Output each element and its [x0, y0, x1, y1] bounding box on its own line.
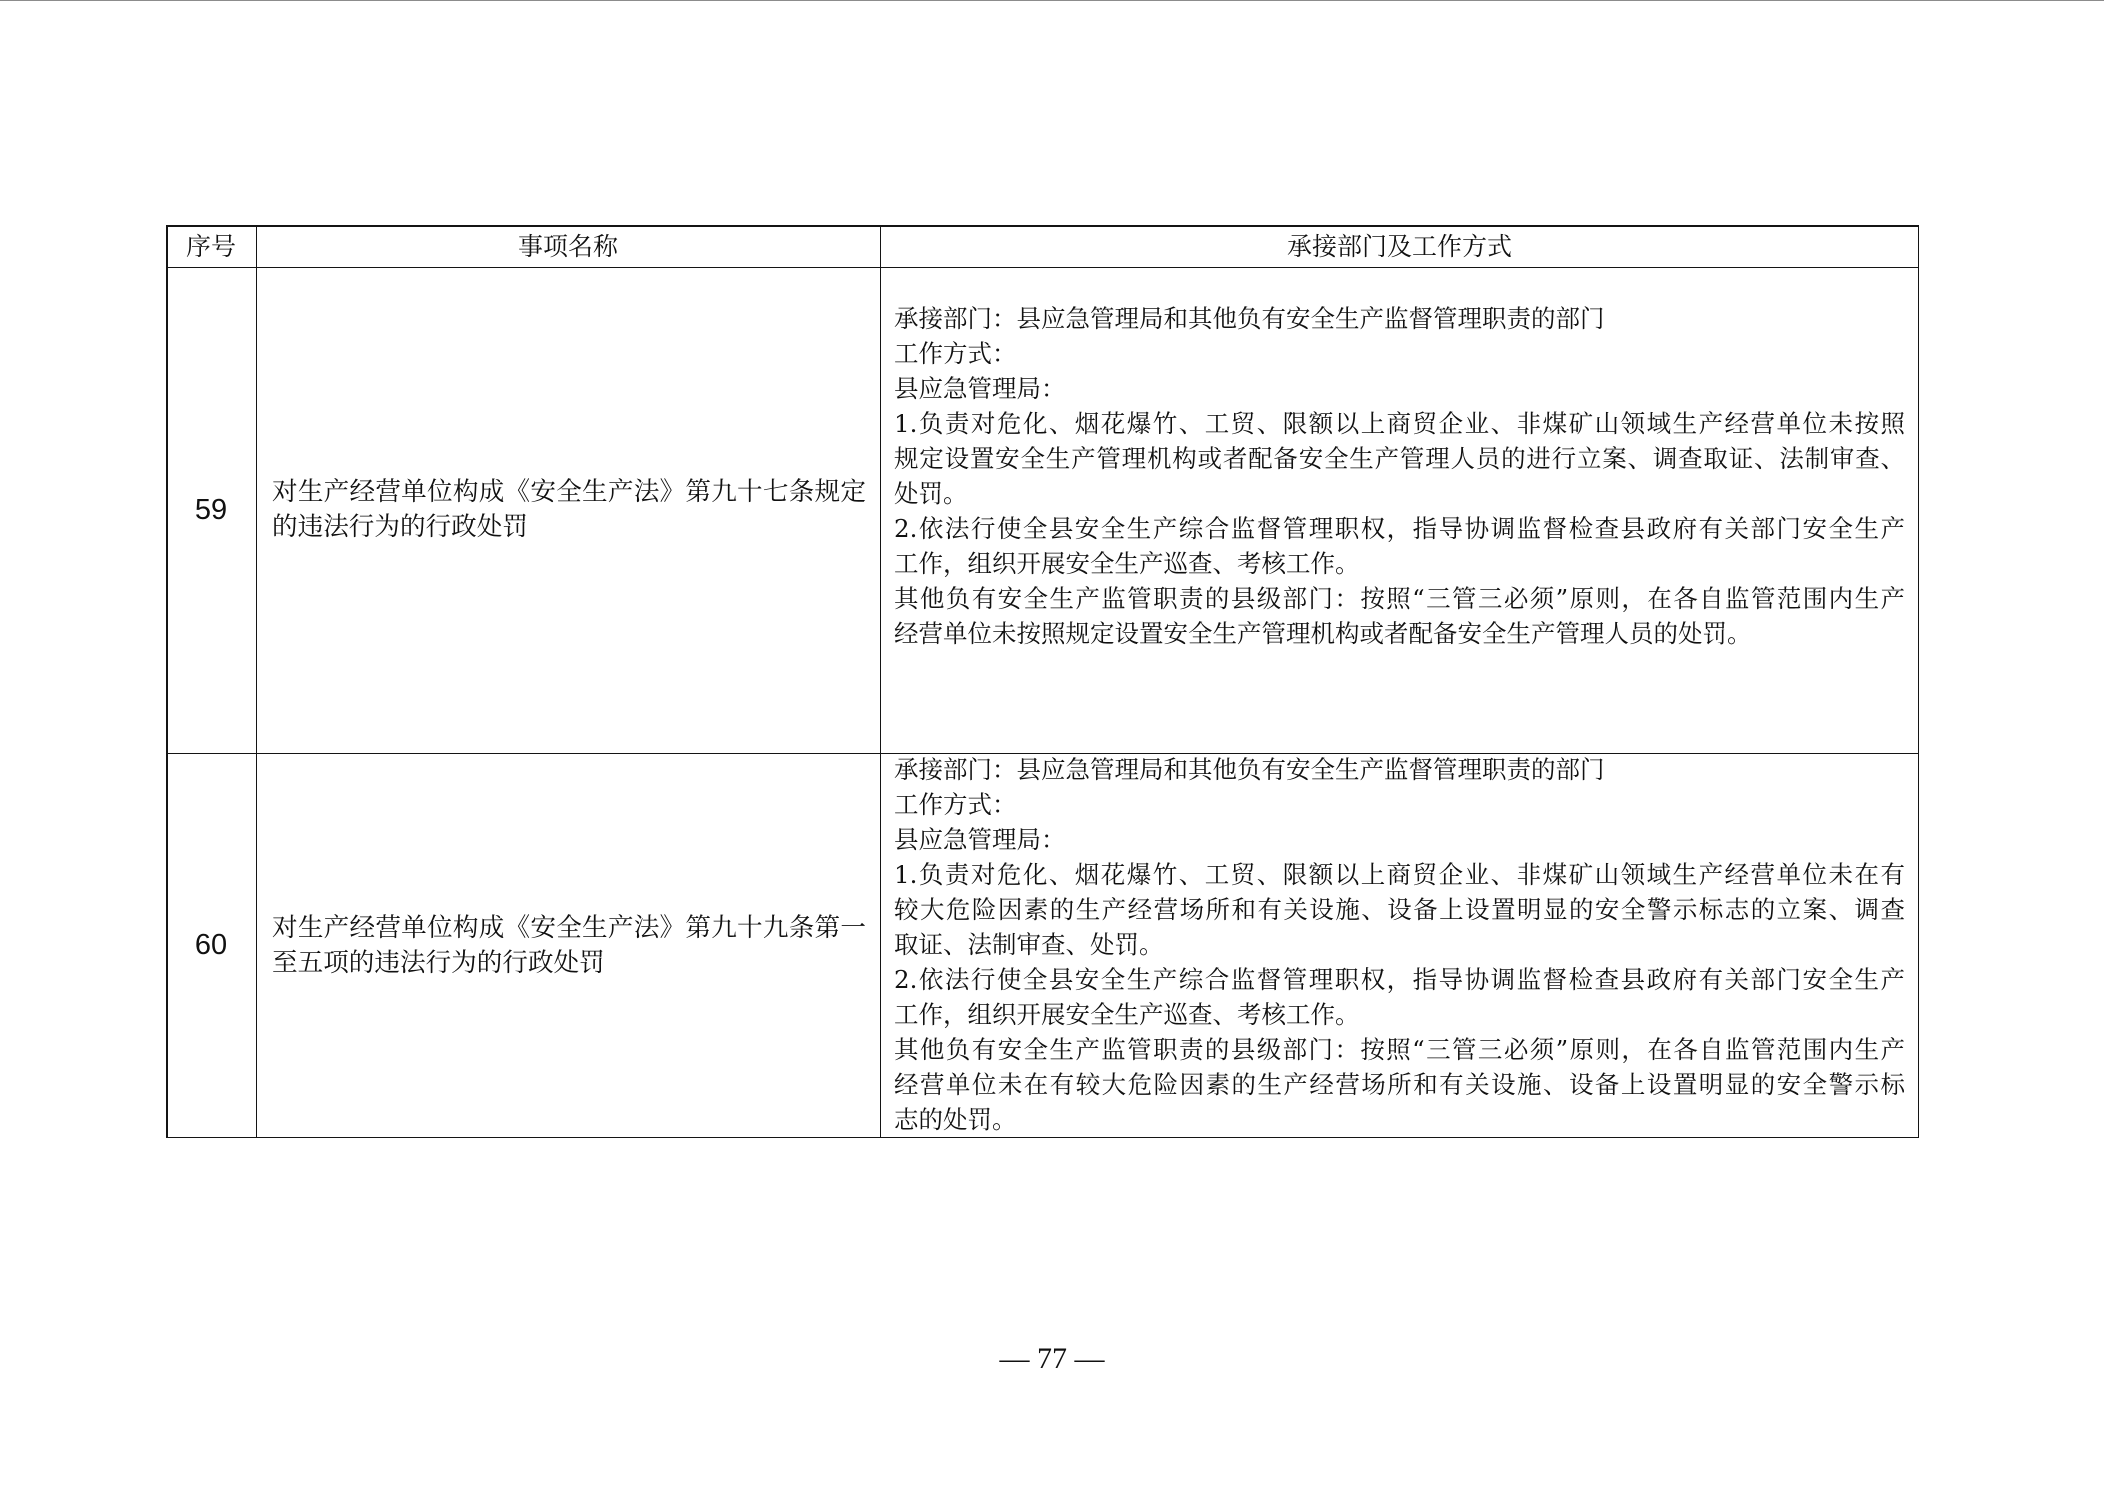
- matter-name-cell: [256, 753, 880, 1138]
- matters-table: [166, 225, 1919, 1138]
- dept-line: 取证、法制审查、处罚。: [894, 930, 1164, 959]
- dept-line: 县应急管理局：: [894, 373, 1066, 403]
- dept-line: 经营单位未在有较大危险因素的生产经营场所和有关设施、设备上设置明显的安全警示标: [894, 1070, 1905, 1099]
- department-method-cell: [880, 267, 1919, 753]
- department-method-cell: [880, 753, 1919, 1138]
- dept-line: 1.负责对危化、烟花爆竹、工贸、限额以上商贸企业、非煤矿山领域生产经营单位未在有: [894, 860, 1905, 889]
- dept-line: 工作，组织开展安全生产巡查、考核工作。: [894, 548, 1360, 578]
- dept-line: 2.依法行使全县安全生产综合监督管理职权，指导协调监督检查县政府有关部门安全生产: [894, 965, 1905, 994]
- matter-name-line: 对生产经营单位构成《安全生产法》第九十九条第一: [272, 912, 866, 943]
- table-row: [166, 753, 1919, 1138]
- dept-line: 工作方式：: [894, 338, 1017, 368]
- matter-name-cell: [256, 267, 880, 753]
- dept-line: 经营单位未按照规定设置安全生产管理机构或者配备安全生产管理人员的处罚。: [894, 618, 1752, 648]
- dept-line: 处罚。: [894, 478, 968, 508]
- dept-line: 承接部门：县应急管理局和其他负有安全生产监督管理职责的部门: [894, 303, 1605, 333]
- dept-line: 其他负有安全生产监管职责的县级部门：按照“三管三必须”原则，在各自监管范围内生产: [894, 1035, 1905, 1064]
- row-index-cell: [166, 267, 256, 753]
- header-matter-name: 事项名称: [517, 231, 618, 261]
- dept-line: 较大危险因素的生产经营场所和有关设施、设备上设置明显的安全警示标志的立案、调查: [894, 895, 1905, 924]
- table-header-row: [166, 225, 1919, 267]
- dept-line: 县应急管理局：: [894, 825, 1066, 854]
- dept-line: 2.依法行使全县安全生产综合监督管理职权，指导协调监督检查县政府有关部门安全生产: [894, 513, 1905, 543]
- page-number: — 77 —: [999, 1342, 1105, 1375]
- dept-line: 1.负责对危化、烟花爆竹、工贸、限额以上商贸企业、非煤矿山领域生产经营单位未按照: [894, 408, 1905, 438]
- dept-line: 工作方式：: [894, 790, 1017, 819]
- dept-line: 承接部门：县应急管理局和其他负有安全生产监督管理职责的部门: [894, 755, 1605, 784]
- matter-name-line: 对生产经营单位构成《安全生产法》第九十七条规定: [272, 477, 866, 507]
- row-index-cell: [166, 753, 256, 1138]
- dept-line: 工作，组织开展安全生产巡查、考核工作。: [894, 1000, 1360, 1029]
- matter-name-line: 的违法行为的行政处罚: [272, 512, 528, 542]
- row-index: 60: [194, 929, 228, 961]
- header-department-method: 承接部门及工作方式: [1286, 231, 1512, 261]
- page-top-edge: [0, 0, 2104, 1]
- header-index: 序号: [185, 231, 236, 261]
- dept-line: 其他负有安全生产监管职责的县级部门：按照“三管三必须”原则，在各自监管范围内生产: [894, 583, 1905, 613]
- dept-line: 规定设置安全生产管理机构或者配备安全生产管理人员的进行立案、调查取证、法制审查、: [894, 443, 1905, 473]
- dept-line: 志的处罚。: [894, 1105, 1017, 1134]
- matter-name-line: 至五项的违法行为的行政处罚: [272, 947, 605, 978]
- table-row: [166, 267, 1919, 753]
- row-index: 59: [194, 493, 228, 526]
